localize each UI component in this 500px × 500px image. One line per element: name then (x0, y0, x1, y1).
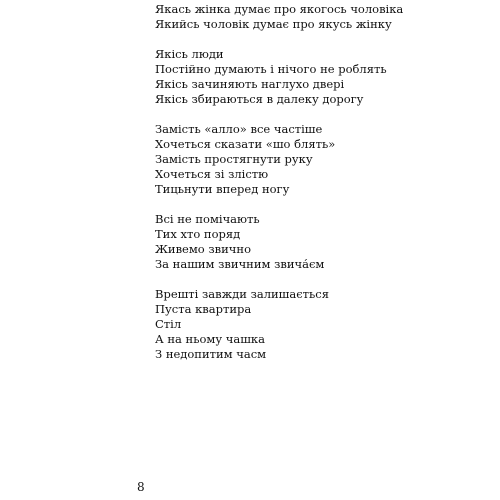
poem-line: Якісь збираються в далеку дорогу (155, 92, 364, 106)
poem-line: Замість простягнути руку (155, 152, 313, 166)
poem-line: Замість «алло» все частіше (155, 122, 323, 136)
poem-line: Хочеться зі злістю (155, 167, 269, 181)
poem-line: Пуста квартира (155, 302, 252, 316)
poem-line: За нашим звичним звича́єм (155, 257, 325, 271)
poem-body (155, 2, 485, 377)
poem-line: Тих хто поряд (155, 227, 241, 241)
stanza-4 (155, 212, 485, 272)
poem-line: Живемо звично (155, 242, 251, 256)
poem-line: Всі не помічають (155, 212, 260, 226)
poem-line: Якісь зачиняють наглухо двері (155, 77, 345, 91)
stanza-2 (155, 47, 485, 107)
stanza-3 (155, 122, 485, 197)
poem-line: Хочеться сказати «шо блять» (155, 137, 336, 151)
poem-line: З недопитим часм (155, 347, 267, 361)
poem-line: Якась жінка думає про якогось чоловіка (155, 2, 404, 16)
poem-line: Стіл (155, 317, 182, 331)
poem-line: Тицьнути вперед ногу (155, 182, 290, 196)
page-number: 8 (137, 480, 145, 494)
stanza-1 (155, 2, 485, 32)
poem-line: Врешті завжди залишається (155, 287, 329, 301)
poem-line: Якийсь чоловік думає про якусь жінку (155, 17, 392, 31)
poem-line: А на ньому чашка (155, 332, 265, 346)
stanza-5 (155, 287, 485, 362)
poem-line: Постійно думають і нічого не роблять (155, 62, 387, 76)
poem-line: Якісь люди (155, 47, 224, 61)
